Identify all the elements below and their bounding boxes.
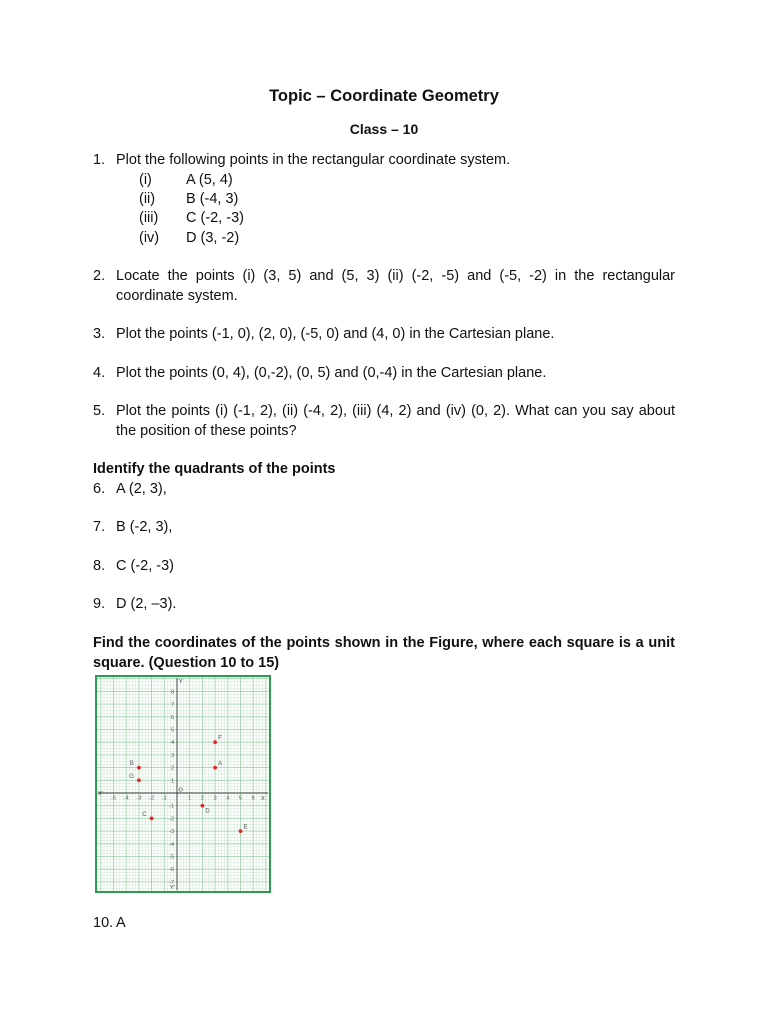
page-subtitle: Class – 10 [349, 121, 419, 137]
subitem-point: B (-4, 3) [186, 191, 239, 207]
point-marker [150, 817, 154, 821]
point-label: E [243, 824, 248, 831]
figure-heading: Find the coordinates of the points shown in the Figure, where each square is a unit square. (Question 10 to 15) [93, 635, 675, 671]
y-axis-label: Y [179, 679, 183, 685]
question-6 [93, 480, 675, 500]
question-8 [93, 557, 675, 577]
x-tick-label: 5 [238, 795, 243, 802]
point-label: B [129, 761, 134, 768]
question-text: Plot the points (0, 4), (0,-2), (0, 5) and (0,-4) in the Cartesian plane. [116, 365, 547, 381]
question-text: A [116, 915, 126, 931]
x-axis-label-negative: X' [98, 791, 103, 797]
y-tick-label: -7 [169, 879, 174, 886]
question-3 [93, 325, 675, 345]
question-number: 7. [93, 519, 106, 535]
question-number: 1. [93, 152, 106, 168]
point-marker [213, 740, 217, 744]
question-9 [93, 595, 675, 615]
question-4 [93, 364, 675, 384]
y-tick-label: -6 [169, 867, 174, 874]
subitem-point: D (3, -2) [186, 230, 240, 246]
question-text: D (2, –3). [116, 596, 177, 612]
quadrant-heading: Identify the quadrants of the points [93, 461, 336, 477]
subitem-label: (ii) [139, 191, 156, 207]
y-axis-label-negative: Y' [170, 885, 175, 891]
subitem-point: C (-2, -3) [186, 210, 244, 226]
x-tick-label: -2 [149, 795, 155, 802]
question-text: C (-2, -3) [116, 558, 174, 574]
question-7 [93, 518, 675, 538]
x-tick-label: -5 [111, 795, 116, 802]
point-label: F [218, 735, 222, 742]
y-tick-label: 7 [170, 702, 174, 709]
y-tick-label: 8 [170, 689, 174, 696]
point-label: D [205, 808, 210, 815]
x-tick-label: 4 [226, 795, 230, 802]
point-label: C [142, 811, 147, 818]
question-1 [93, 151, 675, 171]
question-number: 5. [93, 403, 106, 419]
question-2 [93, 267, 675, 306]
y-tick-label: 1 [170, 778, 174, 785]
question-text: A (2, 3), [116, 481, 167, 497]
x-tick-label: 1 [188, 795, 192, 802]
y-tick-label: -3 [169, 829, 174, 836]
question-number: 10. [93, 915, 114, 931]
question-number: 4. [93, 365, 106, 381]
question-number: 8. [93, 558, 106, 574]
subitem-label: (iii) [139, 210, 159, 226]
y-tick-label: 6 [170, 714, 174, 721]
origin-label: O [178, 787, 183, 794]
y-tick-label: -2 [169, 816, 174, 823]
point-marker [213, 766, 217, 770]
point-marker [239, 829, 243, 833]
subitem-point: A (5, 4) [186, 172, 233, 188]
point-marker [137, 766, 141, 770]
point-label: G [129, 773, 134, 780]
y-tick-label: 2 [170, 765, 174, 772]
x-tick-label: -1 [161, 795, 167, 802]
x-axis-label: X [261, 796, 265, 802]
y-tick-label: -5 [169, 854, 174, 861]
y-tick-label: 3 [170, 752, 174, 759]
y-tick-label: -4 [169, 841, 174, 848]
subitem-label: (i) [139, 172, 152, 188]
y-tick-label: 5 [170, 727, 174, 734]
question-text: Plot the points (-1, 0), (2, 0), (-5, 0) and (4, 0) in the Cartesian plane. [116, 326, 555, 342]
y-tick-label: 4 [170, 740, 174, 747]
point-marker [137, 778, 141, 782]
subitem-label: (iv) [139, 230, 160, 246]
question-text: Plot the following points in the rectangular coordinate system. [116, 152, 511, 168]
point-label: A [218, 761, 223, 768]
x-tick-label: 2 [200, 795, 204, 802]
question-number: 6. [93, 481, 106, 497]
point-marker [201, 804, 205, 808]
coordinate-grid-figure [95, 675, 271, 893]
question-10 [93, 914, 675, 934]
x-tick-label: -3 [136, 795, 142, 802]
y-tick-label: -1 [169, 803, 174, 810]
question-text: B (-2, 3), [116, 519, 173, 535]
question-text: Plot the points (i) (-1, 2), (ii) (-4, 2), (iii) (4, 2) and (iv) (0, 2). What can you say about the position of these points? [116, 403, 675, 439]
question-number: 9. [93, 596, 106, 612]
question-number: 2. [93, 268, 106, 284]
x-tick-label: 3 [213, 795, 217, 802]
question-text: Locate the points (i) (3, 5) and (5, 3) (ii) (-2, -5) and (-5, -2) in the rectangular coordinate system. [116, 268, 675, 304]
question-number: 3. [93, 326, 106, 342]
x-tick-label: 6 [251, 795, 255, 802]
page-title: Topic – Coordinate Geometry [269, 87, 499, 105]
x-tick-label: -4 [123, 795, 129, 802]
question-5 [93, 402, 675, 441]
